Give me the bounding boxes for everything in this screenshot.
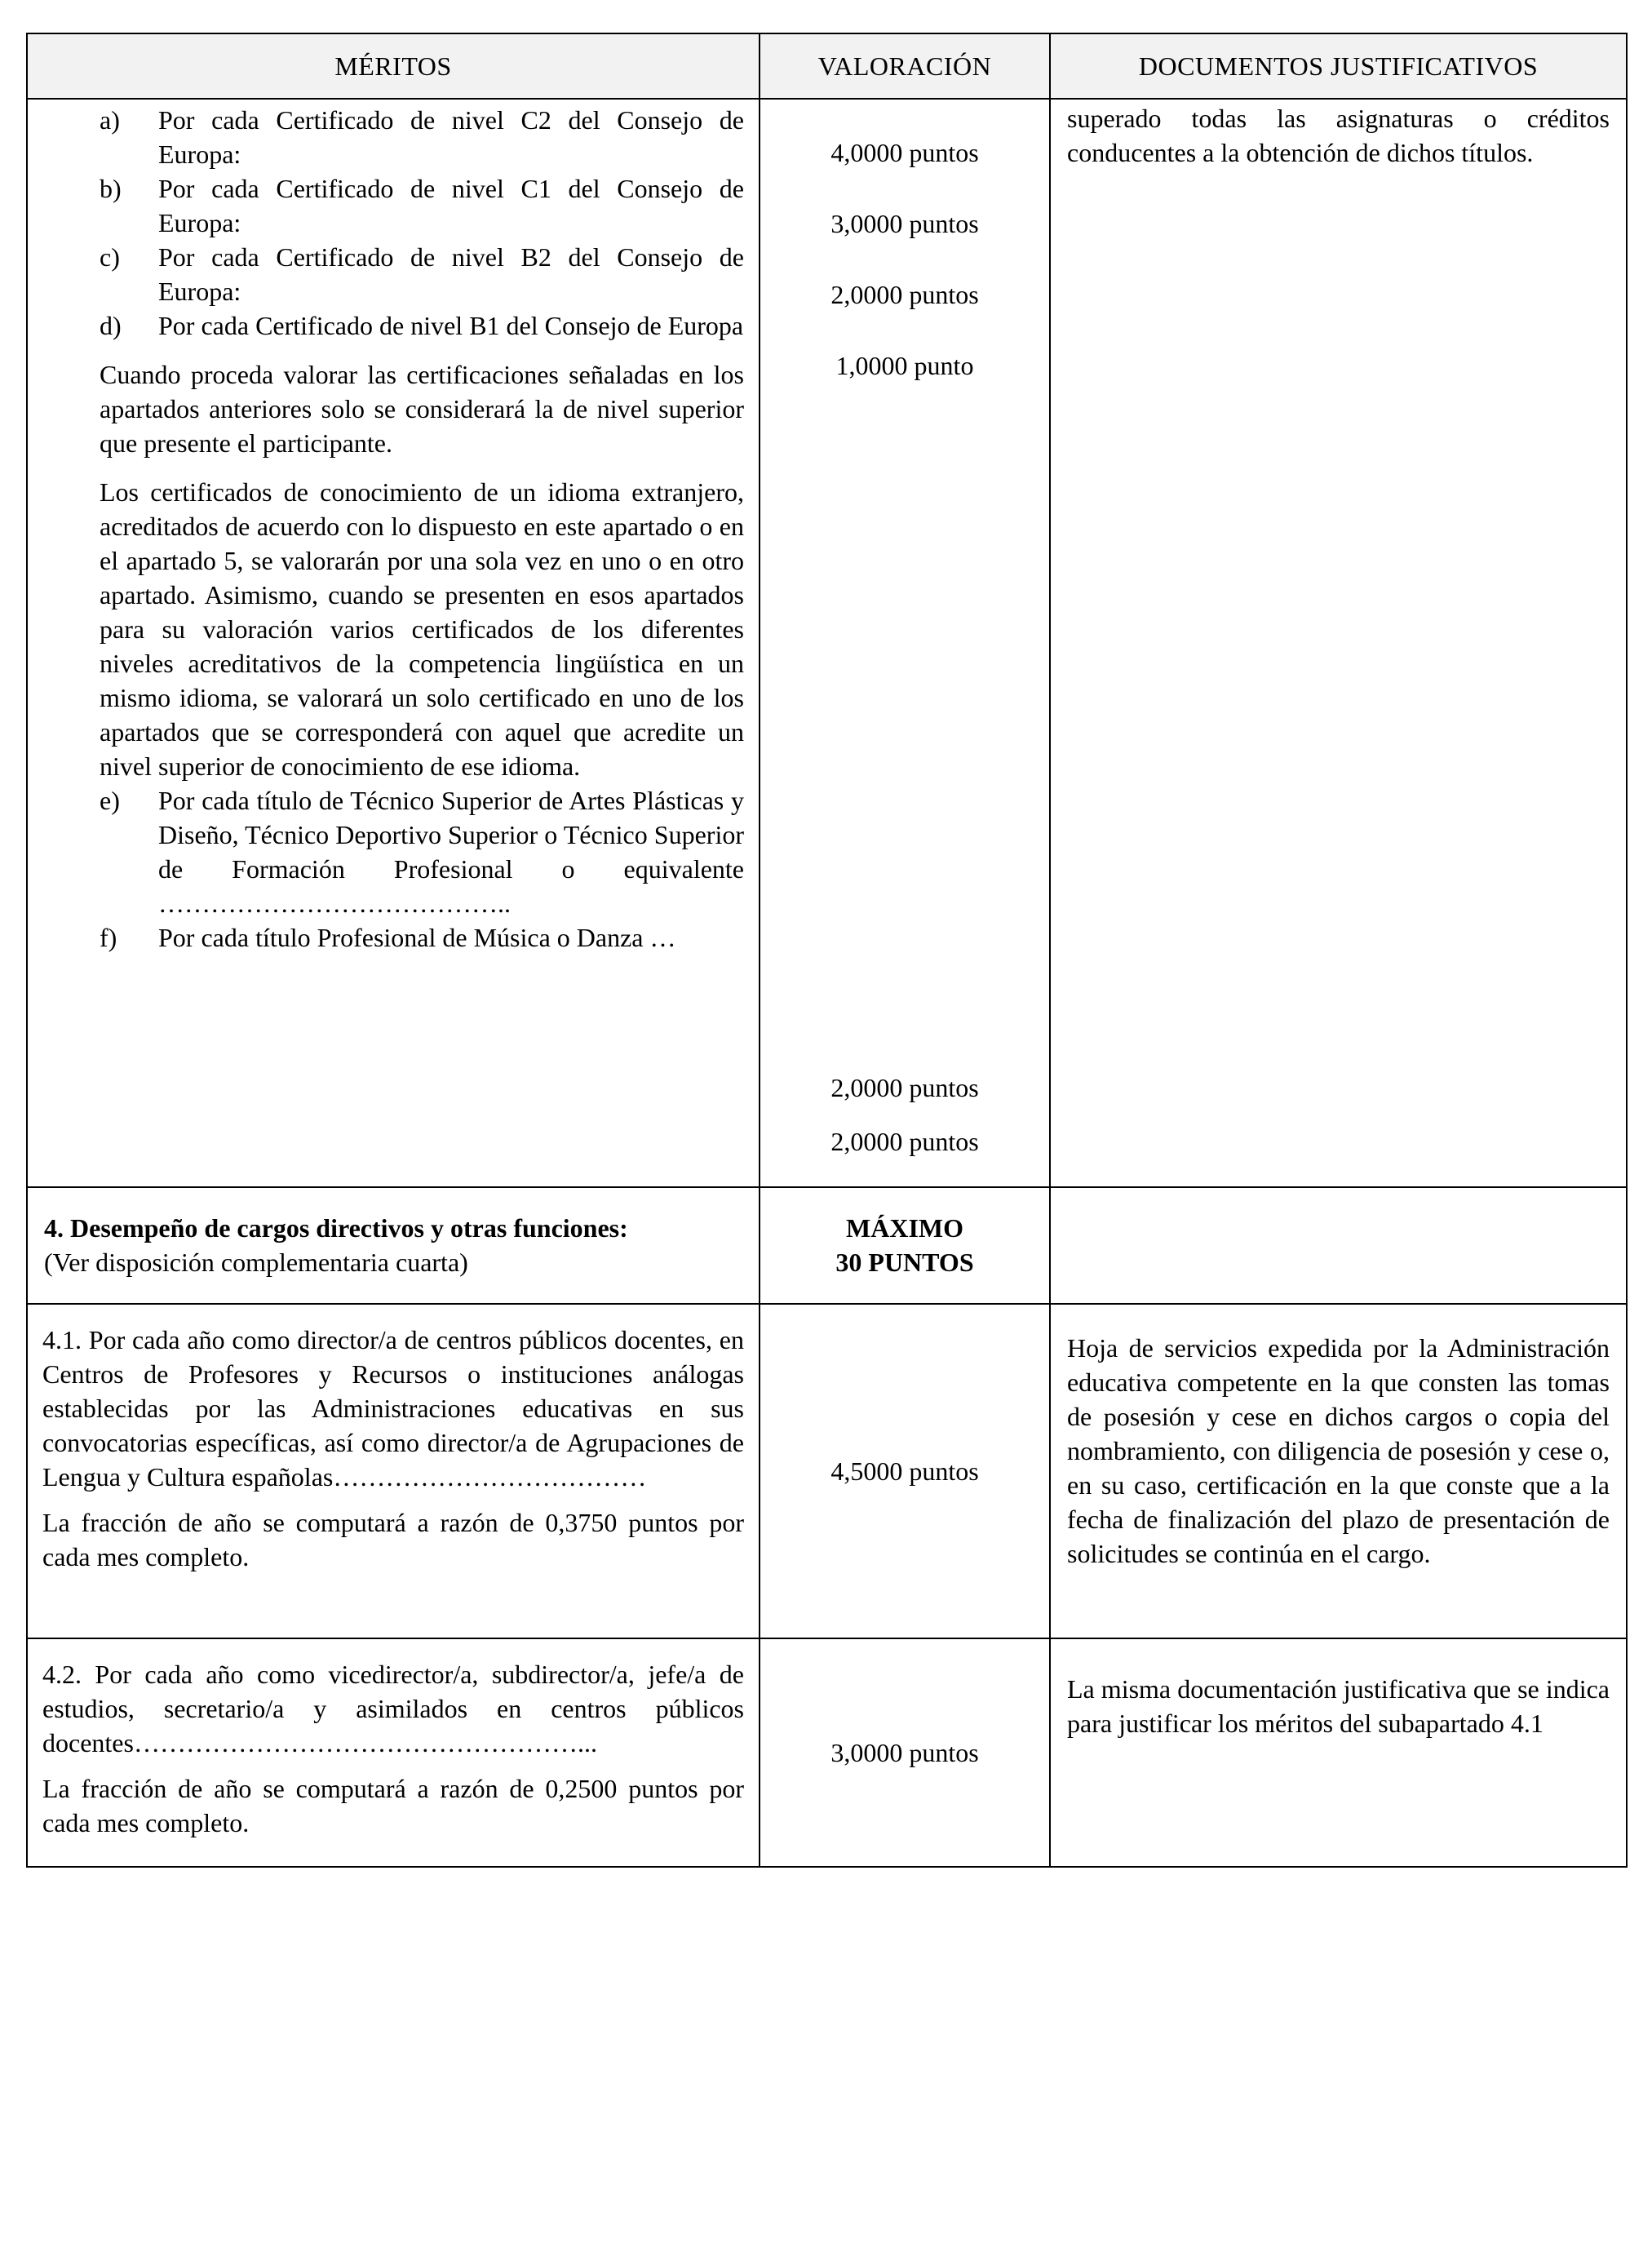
documents-cell-4-1: Hoja de servicios expedida por la Administración educativa competente en la que consten las tomas de posesión y cese en dichos cargos o copia del nombramiento, con diligencia de posesión y cese o, en su caso, certificación en la que conste que a la fecha de finalización del plazo de presentación de solicitudes se continúa en el cargo.: [1050, 1304, 1627, 1638]
item-label: f): [100, 923, 117, 952]
value-b: 3,0000 puntos: [830, 209, 979, 238]
valuation-cell-certificates: [760, 99, 1050, 1187]
section4-documents-cell: [1050, 1187, 1627, 1304]
table-row-certificates: [27, 99, 1627, 1187]
section4-max-line2: 30 PUNTOS: [835, 1248, 974, 1277]
note-language-certificates: Los certificados de conocimiento de un idioma extranjero, acreditados de acuerdo con lo dispuesto en este apartado o en el apartado 5, se valorarán por una sola vez en uno o en otro apartado. Asimismo, cuando se presenten en esos apartados para su valoración varios certificados de los diferentes niveles acreditativos de la competencia lingüística en un mismo idioma, se valorará un solo certificado en uno de los apartados que se corresponderá con aquel que acredite un nivel superior de conocimiento de ese idioma.: [100, 477, 744, 781]
item-label: b): [100, 174, 122, 203]
value-c: 2,0000 puntos: [830, 280, 979, 309]
header-valoracion: VALORACIÓN: [760, 33, 1050, 99]
section4-title-cell: [27, 1187, 760, 1304]
item-text: Por cada Certificado de nivel B2 del Consejo de Europa:: [158, 242, 744, 306]
list-item-d: [42, 308, 744, 343]
list-item-b: [42, 171, 744, 240]
table-row-section4: [27, 1187, 1627, 1304]
merit-cell-4-2: [27, 1638, 760, 1867]
list-item-a: [42, 103, 744, 171]
list-item-c: [42, 240, 744, 308]
merit-4-2-text: 4.2. Por cada año como vicedirector/a, subdirector/a, jefe/a de estudios, secretario/a y asimilados en centros públicos docentes……………………………………………...: [42, 1660, 744, 1757]
value-d: 1,0000 punto: [835, 351, 974, 380]
section4-max-line1: MÁXIMO: [846, 1213, 963, 1243]
header-meritos: MÉRITOS: [27, 33, 760, 99]
table-header-row: [27, 33, 1627, 99]
item-text: Por cada título de Técnico Superior de Artes Plásticas y Diseño, Técnico Deportivo Superior o Técnico Superior de Formación Profesional o equivalente …………………………………..: [158, 786, 744, 918]
item-label: c): [100, 242, 120, 272]
value-a: 4,0000 puntos: [830, 138, 979, 167]
item-text: Por cada Certificado de nivel C1 del Consejo de Europa:: [158, 174, 744, 237]
header-documentos: DOCUMENTOS JUSTIFICATIVOS: [1050, 33, 1627, 99]
merit-4-1-text: 4.1. Por cada año como director/a de centros públicos docentes, en Centros de Profesores y Recursos o instituciones análogas establecidas por las Administraciones educativas en sus convocatorias específicas, así como director/a de Agrupaciones de Lengua y Cultura españolas………………………………: [42, 1325, 744, 1492]
section4-max-cell: [760, 1187, 1050, 1304]
merit-4-2-fraction: La fracción de año se computará a razón de 0,2500 puntos por cada mes completo.: [42, 1774, 744, 1837]
documents-cell-certificates: superado todas las asignaturas o créditos conducentes a la obtención de dichos títulos.: [1050, 99, 1627, 1187]
list-item-f: [42, 920, 744, 955]
item-text: Por cada título Profesional de Música o Danza …: [158, 923, 676, 952]
table-row-4-1: [27, 1304, 1627, 1638]
item-text: Por cada Certificado de nivel B1 del Consejo de Europa: [158, 311, 744, 340]
section4-subtitle: (Ver disposición complementaria cuarta): [44, 1248, 468, 1277]
section4-title: 4. Desempeño de cargos directivos y otras funciones:: [44, 1213, 628, 1243]
table-row-4-2: [27, 1638, 1627, 1867]
item-label: d): [100, 311, 122, 340]
item-label: e): [100, 786, 120, 815]
documents-cell-4-2: La misma documentación justificativa que se indica para justificar los méritos del subapartado 4.1: [1050, 1638, 1627, 1867]
merits-table: [26, 33, 1628, 1868]
list-item-e: [42, 783, 744, 920]
item-text: Por cada Certificado de nivel C2 del Consejo de Europa:: [158, 105, 744, 169]
valuation-cell-4-2: 3,0000 puntos: [760, 1638, 1050, 1867]
item-label: a): [100, 105, 120, 135]
merit-cell-4-1: [27, 1304, 760, 1638]
value-e: 2,0000 puntos: [830, 1073, 979, 1102]
merit-cell-certificates: [27, 99, 760, 1187]
note-highest-level: Cuando proceda valorar las certificaciones señaladas en los apartados anteriores solo se considerará la de nivel superior que presente el participante.: [100, 360, 744, 458]
merit-4-1-fraction: La fracción de año se computará a razón de 0,3750 puntos por cada mes completo.: [42, 1508, 744, 1571]
value-f: 2,0000 puntos: [830, 1127, 979, 1156]
valuation-cell-4-1: 4,5000 puntos: [760, 1304, 1050, 1638]
